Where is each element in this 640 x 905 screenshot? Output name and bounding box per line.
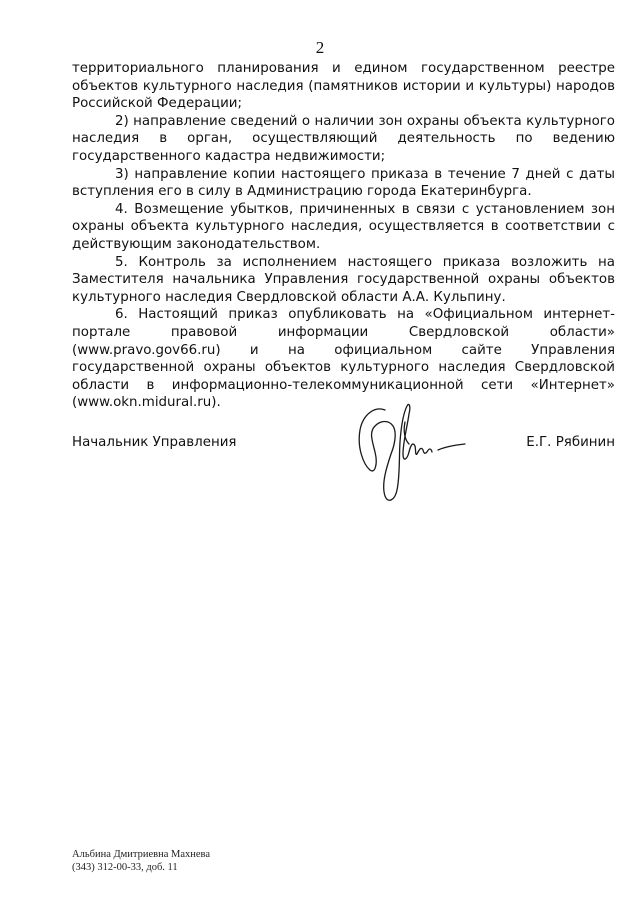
paragraph-item-5: 5. Контроль за исполнением настоящего приказа возложить на Заместителя начальника Управления государственной охраны объектов культурного наследия Свердловской области А.А. Кульпину. bbox=[72, 254, 615, 305]
footer-contact-phone: (343) 312-00-33, доб. 11 bbox=[72, 862, 178, 873]
paragraph-item-6: 6. Настоящий приказ опубликовать на «Официальном интернет-портале правовой информации Свердловской области» (www.pravo.gov66.ru) и на официальном сайте Управления государственной охраны объектов культурного наследия Свердловской области в информационно-телекоммуникационной сети «Интернет» (www.okn.midural.ru). bbox=[72, 307, 615, 411]
paragraph-item-3: 3) направление копии настоящего приказа в течение 7 дней с даты вступления его в силу в Администрацию города Екатеринбурга. bbox=[72, 166, 615, 200]
paragraph-item-4: 4. Возмещение убытков, причиненных в связи с установлением зон охраны объекта культурного наследия, осуществляется в соответствии с действующим законодательством. bbox=[72, 201, 615, 252]
document-body bbox=[72, 60, 615, 412]
paragraph-continuation: территориального планирования и едином государственном реестре объектов культурного наследия (памятников истории и культуры) народов Российской Федерации; bbox=[72, 61, 615, 112]
handwritten-signature bbox=[345, 392, 475, 512]
signature-row bbox=[72, 435, 615, 457]
signatory-name: Е.Г. Рябинин bbox=[526, 435, 615, 450]
footer-contact-name: Альбина Дмитриевна Махнева bbox=[72, 849, 211, 860]
page-number: 2 bbox=[315, 38, 325, 57]
footer-contact bbox=[72, 848, 210, 874]
paragraph-item-2: 2) направление сведений о наличии зон охраны объекта культурного наследия в орган, осуществляющий деятельность по ведению государственного кадастра недвижимости; bbox=[72, 113, 615, 164]
signatory-title: Начальник Управления bbox=[72, 435, 237, 450]
